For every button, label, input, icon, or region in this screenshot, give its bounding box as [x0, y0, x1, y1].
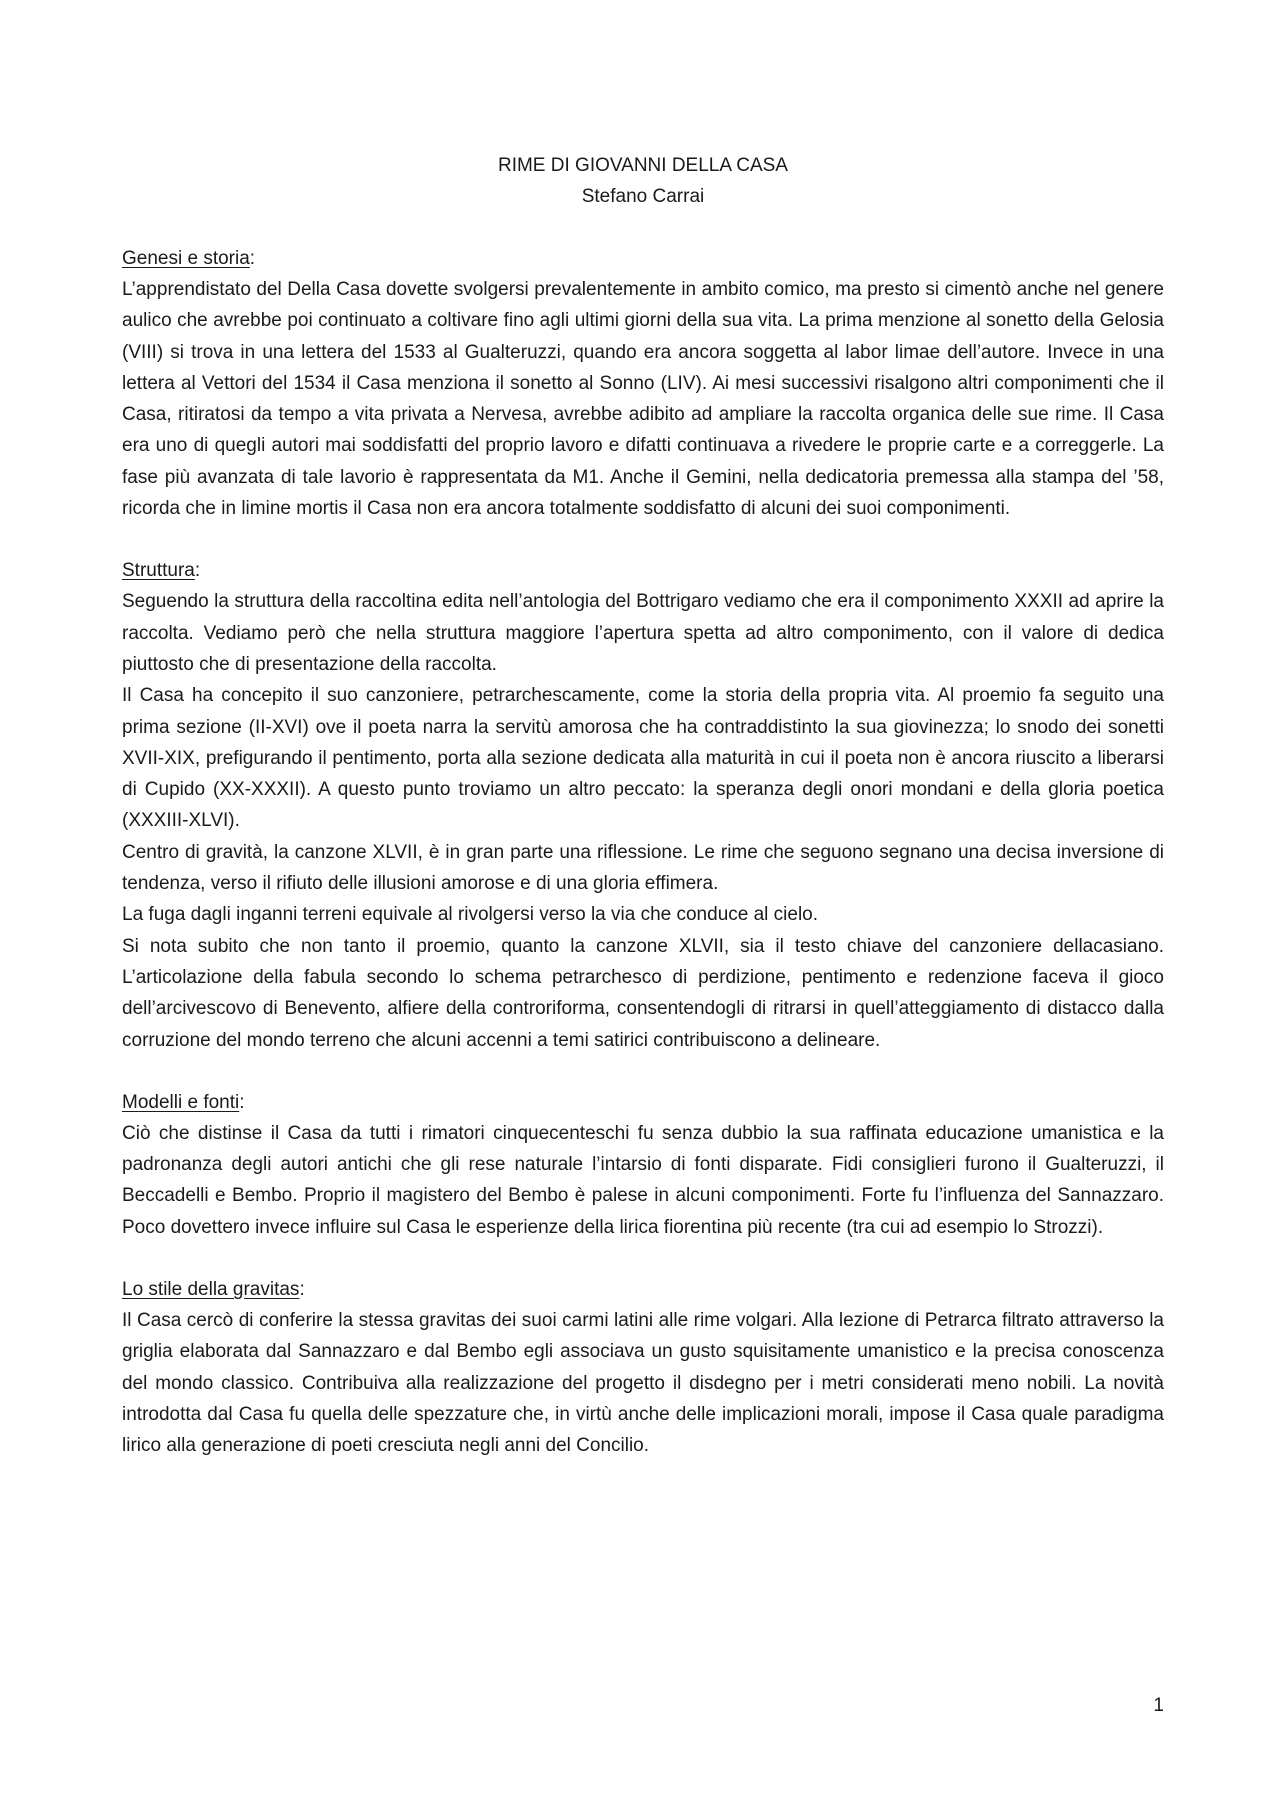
section-heading: Lo stile della gravitas: [122, 1279, 305, 1301]
section-heading: Struttura: [122, 560, 201, 582]
document-title: RIME DI GIOVANNI DELLA CASA [497, 155, 788, 176]
paragraph: La fuga dagli inganni terreni equivale al rivolgersi verso la via che conduce al cielo. [122, 904, 819, 926]
paragraph: Seguendo la struttura della raccoltina edita nell’antologia del Bottrigaro vediamo che era il componimento XXXII ad aprire la raccolta. Vediamo però che nella struttura maggiore l’apertura spetta ad altro componimento, con il valore di dedica piuttosto che di presentazione della raccolta. [122, 591, 1164, 675]
section-struttura [122, 555, 1164, 1055]
section-heading: Genesi e storia: [122, 248, 256, 269]
paragraph: Si nota subito che non tanto il proemio, quanto la canzone XLVII, sia il testo chiave del canzoniere dellacasiano. L’articolazione della fabula secondo lo schema petrarchesco di perdizione, pentimento e redenzione faceva il gioco dell’arcivescovo di Benevento, alfiere della controriforma, consentendogli di ritrarsi in quell’atteggiamento di distacco dalla corruzione del mondo terreno che alcuni accenni a temi satirici contribuiscono a delineare. [122, 935, 1164, 1051]
document-page [122, 150, 1164, 1462]
paragraph: Il Casa cercò di conferire la stessa gravitas dei suoi carmi latini alle rime volgari. Alla lezione di Petrarca filtrato attraverso la griglia elaborata dal Sannazzaro e dal Bembo egli associava un gusto squisitamente umanistico e la precisa conoscenza del mondo classico. Contribuiva alla realizzazione del progetto il disdegno per i metri considerati meno nobili. La novità introdotta dal Casa fu quella delle spezzature che, in virtù anche delle implicazioni morali, impose il Casa quale paradigma lirico alla generazione di poeti cresciuta negli anni del Concilio. [122, 1310, 1164, 1457]
paragraph: Il Casa ha concepito il suo canzoniere, petrarchescamente, come la storia della propria vita. Al proemio fa seguito una prima sezione (II-XVI) ove il poeta narra la servitù amorosa che ha contraddistinto la sua giovinezza; lo snodo dei sonetti XVII-XIX, prefigurando il pentimento, porta alla sezione dedicata alla maturità in cui il poeta non è ancora riuscito a liberarsi di Cupido (XX-XXXII). A questo punto troviamo un altro peccato: la speranza degli onori mondani e della gloria poetica (XXXIII-XLVI). [122, 685, 1164, 832]
paragraph: Centro di gravità, la canzone XLVII, è in gran parte una riflessione. Le rime che seguono segnano una decisa inversione di tendenza, verso il rifiuto delle illusioni amorose e di una gloria effimera. [122, 841, 1164, 895]
section-heading-text: Genesi e storia [122, 248, 250, 269]
paragraph: Ciò che distinse il Casa da tutti i rimatori cinquecenteschi fu senza dubbio la sua raffinata educazione umanistica e la padronanza degli autori antichi che gli rese naturale l’intarsio di fonti disparate. Fidi consiglieri furono il Gualteruzzi, il Beccadelli e Bembo. Proprio il magistero del Bembo è palese in alcuni componimenti. Forte fu l’influenza del Sannazzaro. Poco dovettero invece influire sul Casa le esperienze della lirica fiorentina più recente (tra cui ad esempio lo Strozzi). [122, 1122, 1164, 1238]
section-lo-stile-della-gravitas [122, 1274, 1164, 1461]
page-number: 1 [1153, 1695, 1164, 1716]
title-block [122, 150, 1164, 212]
section-heading-text: Struttura [122, 560, 195, 582]
section-modelli-e-fonti [122, 1087, 1164, 1243]
section-heading-text: Modelli e fonti [122, 1091, 240, 1113]
section-heading-text: Lo stile della gravitas [122, 1279, 300, 1301]
section-heading: Modelli e fonti: [122, 1091, 245, 1113]
section-genesi-e-storia [122, 243, 1164, 524]
document-author: Stefano Carrai [581, 186, 705, 207]
paragraph: L’apprendistato del Della Casa dovette svolgersi prevalentemente in ambito comico, ma presto si cimentò anche nel genere aulico che avrebbe poi continuato a coltivare fino agli ultimi giorni della sua vita. La prima menzione al sonetto della Gelosia (VIII) si trova in una lettera del 1533 al Gualteruzzi, quando era ancora soggetta al labor limae dell’autore. Invece in una lettera al Vettori del 1534 il Casa menziona il sonetto al Sonno (LIV). Ai mesi successivi risalgono altri componimenti che il Casa, ritiratosi da tempo a vita privata a Nervesa, avrebbe adibito ad ampliare la raccolta organica delle sue rime. Il Casa era uno di quegli autori mai soddisfatti del proprio lavoro e difatti continuava a rivedere le proprie carte e a correggerle. La fase più avanzata di tale lavorio è rappresentata da M1. Anche il Gemini, nella dedicatoria premessa alla stampa del ’58, ricorda che in limine mortis il Casa non era ancora totalmente soddisfatto di alcuni dei suoi componimenti. [122, 279, 1164, 520]
